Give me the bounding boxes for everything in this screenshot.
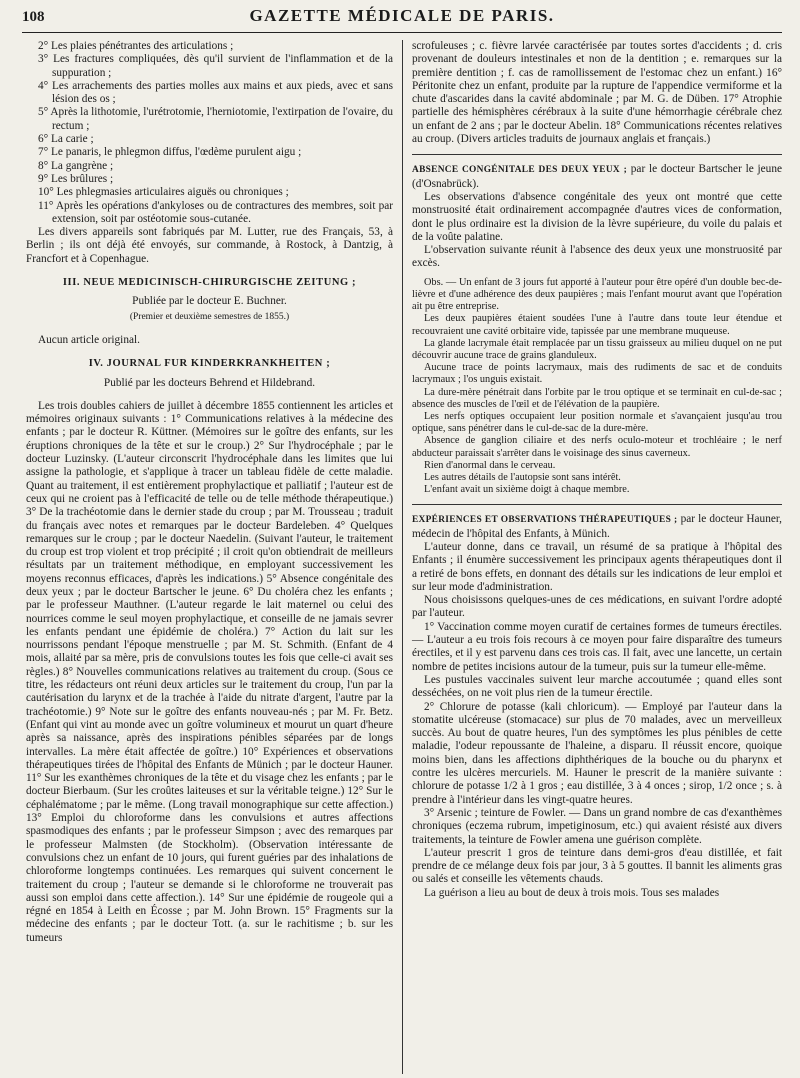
observation-line: Les autres détails de l'autopsie sont sans intérêt.: [424, 472, 621, 483]
observation-block: [412, 277, 782, 497]
paragraph: L'auteur prescrit 1 gros de teinture dans demi-gros d'eau distillée, et fait prendre de ce mélange deux fois par jour, 3 à 5 gouttes. Il bannit les aliments gras ou salés et conseille les vêtements chauds.: [412, 846, 782, 886]
observation-line: Aucune trace de points lacrymaux, mais des rudiments de sac et de conduits lacrymaux ; l'os unguis existait.: [412, 362, 782, 386]
observation-line: Rien d'anormal dans le cerveau.: [424, 459, 556, 471]
text-columns: [22, 40, 782, 1074]
heading-caps: ABSENCE CONGÉNITALE DES DEUX YEUX ;: [412, 165, 628, 176]
paragraph: 2° Chlorure de potasse (kali chloricum). — Employé par l'auteur dans la stomatite ulcéreuse (stomacace) sur plus de 70 malades, avec un merveilleux succès. Au bout de quatre heures, l'un des symptômes les plus pénibles de cette maladie, l'odeur repoussante de l'haleine, a disparu. Il réussit encore, quoique moins bien, dans les affections diphthériques de la bouche ou du pharynx et contre les ulcères mercuriels. M. Hauner le prescrit de la manière suivante : chlorure de potasse 1/2 à 1 gros ; eau distillée, 3 à 4 onces ; sirop, 1/2 once ; s. à prendre à l'intérieur dans les vingt-quatre heures.: [412, 700, 782, 806]
journal-title: GAZETTE MÉDICALE DE PARIS.: [249, 6, 555, 25]
paragraph: Les observations d'absence congénitale des yeux ont montré que cette monstruosité était ordinairement accompagnée d'autres vices de conformation, dont le plus ordinaire est la division de la lèvre supérieure, du voile du palais et de la voûte palatine.: [412, 190, 782, 243]
section-iv-subtitle: Publié par les docteurs Behrend et Hildebrand.: [103, 376, 316, 389]
observation-line: Les nerfs optiques occupaient leur position normale et s'avançaient jusqu'au trou optique, sans pénétrer dans le cul-de-sac de la dure-mère.: [412, 410, 782, 435]
observation-line: La glande lacrymale était remplacée par un tissu graisseux au milieu duquel on ne put découvrir aucune trace de grains glanduleux.: [412, 337, 782, 361]
list-item: 10° Les phlegmasies articulaires aiguës ou chroniques ;: [38, 186, 289, 199]
heading-rest: par le docteur Hauner, médecin de l'hôpital des Enfants, à Münich.: [412, 513, 782, 540]
article-heading-hauner: [412, 513, 782, 541]
appareils-paragraph: Les divers appareils sont fabriqués par M. Lutter, rue des Français, 53, à Berlin ; ils ont déjà été envoyés, sur commande, à Rostock, à Dantzig, à Francfort et à Copenhague.: [26, 226, 393, 265]
section-iii-note: (Premier et deuxième semestres de 1855.): [129, 311, 290, 322]
paragraph: L'auteur donne, dans ce travail, un résumé de sa pratique à l'hôpital des Enfants ; il énumère successivement les principaux agents thérapeutiques dont il a retiré de bons effets, en donnant des détails sur les indications de leur emploi et sur leur mode d'administration.: [412, 541, 782, 593]
list-item: 7° Le panaris, le phlegmon diffus, l'œdème purulent aigu ;: [38, 146, 302, 159]
section-iii-subtitle: Publiée par le docteur E. Buchner.: [132, 295, 287, 308]
paragraph: Les pustules vaccinales suivent leur marche accoutumée ; quand elles sont desséchées, on ne voit plus rien de la tumeur érectile.: [412, 673, 782, 700]
list-item: 9° Les brûlures ;: [38, 172, 114, 185]
left-column: [22, 40, 402, 1074]
list-item: 8° La gangrène ;: [38, 159, 114, 172]
continued-paragraph: scrofuleuses ; c. fièvre larvée caractérisée par toutes sortes d'accidents ; d. cris provenant de douleurs intestinales et non de la dentition ; e. remarques sur la première dentition ; f. cas de ramollissement de l'estomac chez un enfant.) 16° Péritonite chez un enfant, produite par la rupture de l'appendice vermiforme et la chute d'ascarides dans la cavité abdominale ; par M. G. de Düben. 17° Atrophie partielle des hémisphères cérébraux à la suite d'une hémorrhagie cérébrale chez un enfant de 2 ans ; par le docteur Abelin. 18° Communications récentes relatives au croup. (Divers articles traduits de journaux anglais et français.): [412, 40, 782, 146]
paragraph: 3° Arsenic ; teinture de Fowler. — Dans un grand nombre de cas d'exanthèmes chroniques (eczema rubrum, impetiginosum, etc.) qui avaient résisté aux divers traitements, la teinture de Fowler amena une guérison complète.: [412, 806, 782, 846]
list-item: 5° Après la lithotomie, l'urétrotomie, l'herniotomie, l'extirpation de l'ovaire, du rectum ;: [38, 106, 393, 132]
indications-list: [26, 40, 393, 226]
list-item: 6° La carie ;: [38, 133, 94, 146]
observation-line: L'enfant avait un sixième doigt à chaque membre.: [424, 484, 630, 496]
spacer: [26, 392, 393, 400]
divider: [412, 504, 782, 505]
heading-rest: par le docteur Bartscher le jeune (d'Osnabrück).: [412, 163, 782, 190]
article-heading-absence: [412, 163, 782, 191]
page-header: [22, 6, 782, 33]
list-item: 3° Les fractures compliquées, dès qu'il survient de l'inflammation et de la suppuration ;: [38, 53, 393, 79]
section-iv-body: Les trois doubles cahiers de juillet à décembre 1855 contiennent les articles et mémoires originaux suivants : 1° Communications relatives à la médecine des enfants ; par le docteur R. Küttner. (Mémoires sur le goître des enfants, sur les éruptions chroniques de la tête et sur le croup.) 2° Sur l'hydrocéphale ; par le docteur Luzinsky. (L'auteur circonscrit l'hydrocéphale dans les limites que lui assigne la pathologie, et s'applique à tracer un tableau fidèle de cette maladie. Quant au traitement, il est entièrement prophylactique et palliatif ; l'auteur est de ceux qui ne croient pas à l'efficacité de telle ou de telle méthode thérapeutique.) 3° De la trachéotomie dans le dernier stade du croup ; par M. Trousseau ; traduit du français avec notes et remarques par le docteur Bardeleben. 4° Quelques remarques sur le croup ; par le docteur Naedelin. (Suivant l'auteur, le traitement du croup est trop violent et trop précipité ; il croit qu'on obtiendrait de meilleurs résultats par un traitement méthodique, en employant successivement les moyens reconnus efficaces, d'après les indications.) 5° Absence congénitale des deux yeux ; par le docteur Bartscher le jeune. 6° Du choléra chez les enfants ; par le professeur Mauthner. (L'auteur regarde le lait maternel ou celui des nourrices comme le seul moyen prophylactique, et conseille de ne jamais sevrer les enfants pendant une épidémie de choléra.) 7° Action du lait sur les nourrissons pendant l'époque menstruelle ; par M. St. Schmith. (Enfant de 4 mois, allaité par sa mère, pris de convulsions toutes les fois que celle-ci avait ses règles.) 8° Nouvelles communications relatives au traitement du croup. (Sous ce titre, les rédacteurs ont réuni deux articles sur le traitement du croup, l'un par la cautérisation du larynx et de la trachée à l'aide du nitrate d'argent, l'autre par la trachéotomie.) 9° Note sur le goître des enfants nouveau-nés ; par M. Fr. Betz. (Enfant qui vint au monde avec un goître volumineux et mourut un quart d'heure après sa naissance, après des inspirations pénibles séparées par de longs intervalles. La mère était affectée de goître.) 10° Expériences et observations thérapeutiques tirées de l'hôpital des Enfants de Münich ; par le docteur Hauner. 11° Sur les exanthèmes chroniques de la tête et du visage chez les enfants ; par le docteur Bierbaum. (Sur les croûtes laiteuses et sur la véritable teigne.) 12° Sur le céphalématome ; par le même. (Long travail monographique sur cette affection.) 13° Emploi du chloroforme dans les convulsions et autres affections spasmodiques des enfants ; par le professeur Simpson ; avec des remarques par le professeur Malmsten (de Stockholm). (Observation intéressante de convulsions chez un enfant de 10 jours, qui furent guéries par des inhalations de chloroforme longtemps continuées. Les remarques qui suivent concernent le traitement du croup ; l'auteur se demande si le chloroforme ne trouverait pas aussi son emploi dans cette affection.). 14° Sur une épidémie de rougeole qui a régné en 1854 à Leith en Écosse ; par M. John Brown. 15° Fragments sur la médecine des enfants ; par le docteur Tott. (a. sur le rachitisme ; b. sur les tumeurs: [26, 399, 393, 944]
observation-line: Les deux paupières étaient soudées l'une à l'autre dans toute leur étendue et recouvraient une cavité orbitaire vide, tapissée par une membrane muqueuse.: [412, 313, 782, 337]
section-iv-title: IV. JOURNAL FUR KINDERKRANKHEITEN ;: [88, 358, 331, 370]
list-item: 4° Les arrachements des parties molles aux mains et aux pieds, avec et sans lésion des os ;: [38, 79, 393, 106]
observation-line: La dure-mère pénétrait dans l'orbite par le trou optique et se terminait en cul-de-sac ; absence des muscles de l'œil et de l'élévation de la paupière.: [412, 386, 782, 410]
divider: [412, 154, 782, 155]
paragraph: Nous choisissons quelques-unes de ces médications, en suivant l'ordre adopté par l'auteur.: [412, 594, 782, 620]
observation-line: Obs. — Un enfant de 3 jours fut apporté à l'auteur pour être opéré d'un double bec-de-lièvre et d'une adhérence des deux paupières ; mais l'enfant mourut avant que l'opération ait pu être entreprise.: [412, 276, 782, 313]
list-item: 2° Les plaies pénétrantes des articulations ;: [38, 40, 234, 52]
section-iii-title: III. NEUE MEDICINISCH-CHIRURGISCHE ZEITUNG ;: [62, 277, 357, 289]
paragraph: 1° Vaccination comme moyen curatif de certaines formes de tumeurs érectiles. — L'auteur a eu trois fois recours à ce moyen pour faire disparaître des tumeurs érectiles, et il y est parvenu dans ces trois cas. Il fait, avec une lancette, un certain nombre de petites incisions autour de la tumeur, puis sur la tumeur elle-même.: [412, 620, 782, 673]
observation-line: Absence de ganglion ciliaire et des nerfs oculo-moteur et trochléaire ; le nerf abducteur paraissait s'arrêter dans le voisinage des sinus caverneux.: [412, 435, 782, 459]
right-column: [402, 40, 782, 1074]
page-number: 108: [22, 9, 45, 25]
heading-caps: EXPÉRIENCES ET OBSERVATIONS THÉRAPEUTIQUES ;: [412, 515, 678, 526]
section-iii-body: Aucun article original.: [38, 333, 140, 346]
paragraph: La guérison a lieu au bout de deux à trois mois. Tous ses malades: [424, 886, 720, 899]
paragraph: L'observation suivante réunit à l'absence des deux yeux une monstruosité par excès.: [412, 244, 782, 270]
list-item: 11° Après les opérations d'ankyloses ou de contractures des membres, soit par extension, soit par ostéotomie sous-cutanée.: [38, 199, 393, 225]
